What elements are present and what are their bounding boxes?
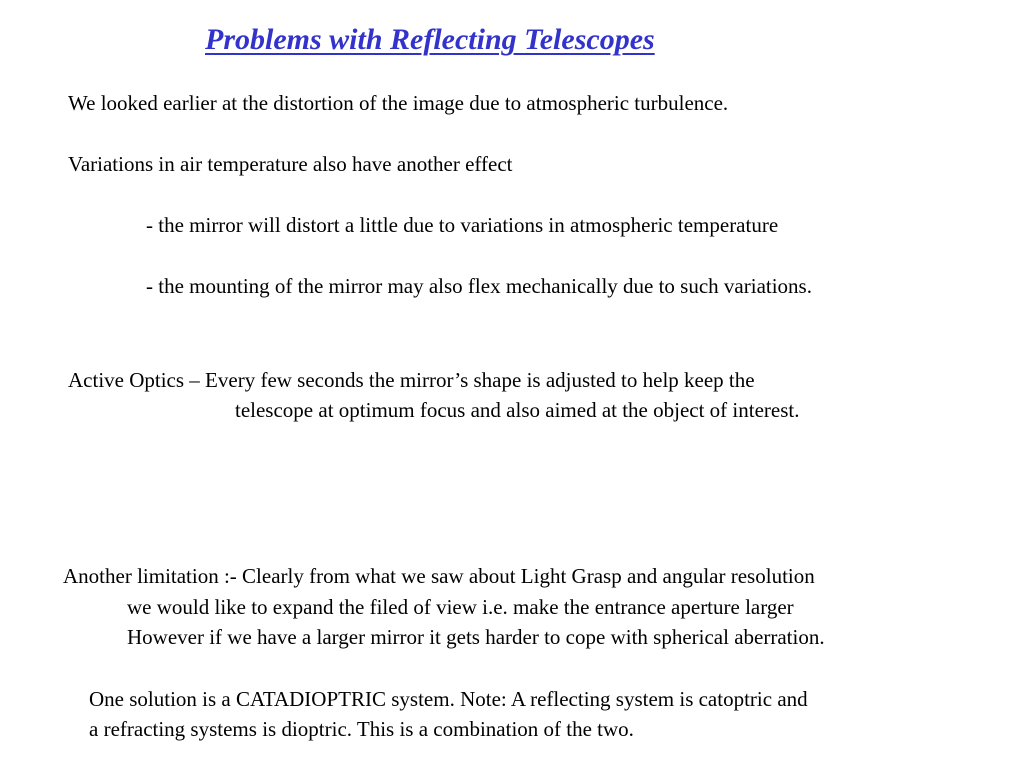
solution-line-2: a refracting systems is dioptric. This is a combination of the two. [89, 717, 634, 741]
limitation-line-3: However if we have a larger mirror it gets harder to cope with spherical aberration. [127, 625, 825, 649]
effect-item: - the mirror will distort a little due to variations in atmospheric temperature [146, 213, 779, 237]
limitation-line-2: we would like to expand the filed of view i.e. make the entrance aperture larger [127, 595, 794, 619]
intro-line-1: We looked earlier at the distortion of the image due to atmospheric turbulence. [68, 91, 729, 115]
intro-line-2: Variations in air temperature also have another effect [68, 152, 513, 176]
limitation-line-1: Another limitation :- Clearly from what we saw about Light Grasp and angular resolution [63, 564, 815, 588]
solution-line-1: One solution is a CATADIOPTRIC system. Note: A reflecting system is catoptric and [89, 687, 808, 711]
effect-item: - the mounting of the mirror may also flex mechanically due to such variations. [146, 274, 812, 298]
active-optics-line-1: Active Optics – Every few seconds the mirror’s shape is adjusted to help keep the [68, 368, 755, 392]
slide-title: Problems with Reflecting Telescopes [205, 23, 655, 56]
active-optics-line-2: telescope at optimum focus and also aimed at the object of interest. [235, 398, 800, 422]
